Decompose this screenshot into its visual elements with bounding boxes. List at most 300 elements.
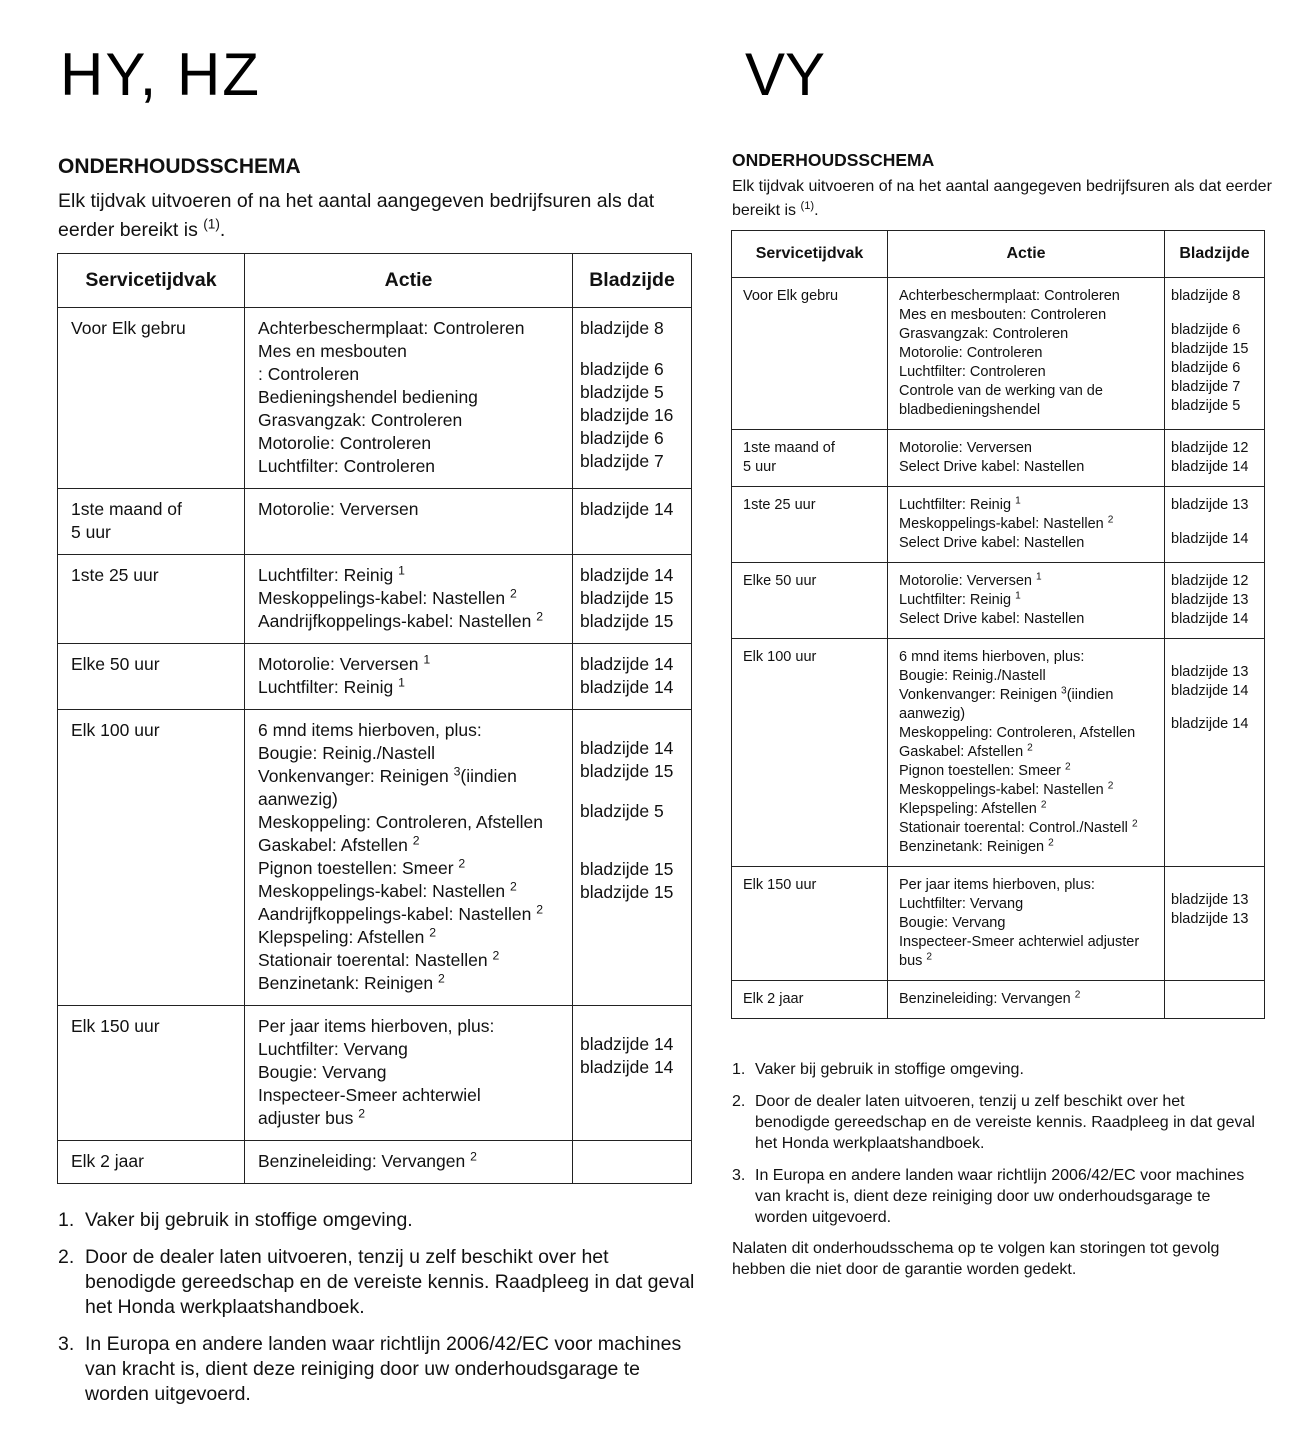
footnote-ref: 2 — [509, 879, 517, 894]
service-period: Elk 150 uur — [743, 877, 817, 893]
footnote-ref: 2 — [536, 902, 544, 917]
closing-note: Nalaten dit onderhoudsschema op te volgen kan storingen tot gevolg hebben die niet door de garantie worden gedekt. — [732, 1240, 1220, 1278]
action-line — [258, 317, 559, 340]
footnote-ref: 1 — [423, 652, 431, 667]
table-row — [58, 710, 692, 1006]
action-line — [899, 515, 1154, 534]
action-cell — [245, 644, 573, 710]
footnote-item — [732, 1165, 1262, 1228]
action-line — [899, 952, 1154, 971]
action-line — [899, 439, 1154, 458]
page-reference: bladzijde 16 — [580, 404, 674, 425]
action-line — [899, 895, 1154, 914]
action-line — [258, 834, 559, 857]
action-line — [258, 386, 559, 409]
table-row — [732, 430, 1265, 487]
page-cell — [573, 1141, 692, 1184]
service-period-cell — [58, 644, 245, 710]
action-text: adjuster bus — [258, 1108, 354, 1128]
action-text: aanwezig) — [899, 706, 966, 722]
footnote-text: In Europa en andere landen waar richtlijn 2006/42/EC voor machines van kracht is, dient deze reiniging door uw onderhoudsgarage te worden uitgevoerd. — [755, 1167, 1245, 1226]
action-text: Luchtfilter: Controleren — [258, 456, 436, 476]
intro-text — [732, 175, 1272, 223]
page-spacer — [1171, 701, 1254, 716]
action-line — [899, 705, 1154, 724]
action-line — [258, 653, 559, 676]
action-text: Gaskabel: Afstellen — [258, 835, 408, 855]
action-line — [899, 914, 1154, 933]
action-line — [258, 1107, 559, 1130]
action-line — [258, 903, 559, 926]
page-cell — [1165, 563, 1265, 639]
page-spacer — [1171, 515, 1254, 530]
footnote-text: Door de dealer laten uitvoeren, tenzij u zelf beschikt over het benodigde gereedschap en de vereiste kennis. Raadpleeg in dat geval het Honda werkplaatshandboek. — [755, 1093, 1255, 1152]
action-text: Vonkenvanger: Reinigen — [258, 766, 449, 786]
action-line — [899, 781, 1154, 800]
action-line — [899, 610, 1154, 629]
action-line — [258, 610, 559, 633]
model-heading: HY, HZ — [60, 41, 261, 108]
footnote-item — [58, 1208, 698, 1233]
page-reference: bladzijde 13 — [1171, 663, 1249, 680]
service-period: Elk 100 uur — [71, 720, 160, 740]
action-line — [899, 667, 1154, 686]
service-period-cell — [732, 563, 888, 639]
action-text: Meskoppelings-kabel: Nastellen — [258, 588, 506, 608]
page-reference: bladzijde 6 — [580, 358, 664, 379]
page-reference: bladzijde 14 — [580, 677, 674, 697]
service-period: Elk 2 jaar — [71, 1151, 144, 1171]
table-body — [58, 308, 692, 1184]
footnote-ref: 3 — [453, 764, 461, 779]
service-period-cell — [732, 639, 888, 867]
action-line — [258, 1061, 559, 1084]
action-text: Meskoppelings-kabel: Nastellen — [258, 881, 506, 901]
action-line — [258, 676, 559, 699]
action-line — [899, 534, 1154, 553]
page-cell — [573, 1006, 692, 1141]
action-text: Select Drive kabel: Nastellen — [899, 535, 1085, 551]
page-reference: bladzijde 12 — [1171, 440, 1249, 456]
page-cell — [1165, 278, 1265, 430]
page-reference: bladzijde 12 — [1171, 573, 1249, 589]
page-reference: bladzijde 14 — [580, 654, 674, 674]
page-reference: bladzijde 15 — [580, 882, 674, 902]
action-text: Luchtfilter: Vervang — [899, 896, 1024, 912]
footnote-ref: 2 — [1040, 799, 1047, 811]
action-line — [899, 458, 1154, 477]
service-period: 1ste 25 uur — [71, 565, 159, 585]
page-reference: bladzijde 14 — [1171, 682, 1249, 699]
page-spacer — [580, 340, 678, 358]
action-cell — [245, 1006, 573, 1141]
section-title: ONDERHOUDSSCHEMA — [58, 155, 301, 178]
page-reference: bladzijde 14 — [580, 565, 674, 585]
service-period-cell — [58, 710, 245, 1006]
action-line — [899, 743, 1154, 762]
service-period: Elk 150 uur — [71, 1016, 160, 1036]
service-period-cell — [732, 278, 888, 430]
page-spacer — [580, 1015, 678, 1033]
page-reference: bladzijde 5 — [1171, 397, 1241, 414]
footnote-text: In Europa en andere landen waar richtlijn 2006/42/EC voor machines van kracht is, dient deze reiniging door uw onderhoudsgarage te worden uitgevoerd. — [85, 1333, 682, 1405]
footnote-ref: 2 — [1107, 514, 1114, 526]
action-line — [899, 800, 1154, 819]
action-line — [258, 409, 559, 432]
page-cell — [573, 644, 692, 710]
action-line — [899, 990, 1154, 1009]
action-line — [258, 1015, 559, 1038]
page-reference: bladzijde 14 — [580, 499, 674, 519]
service-period-cell — [732, 867, 888, 981]
action-line — [899, 344, 1154, 363]
action-text: Bougie: Reinig./Nastell — [899, 668, 1046, 684]
action-line — [899, 591, 1154, 610]
action-cell — [888, 487, 1165, 563]
footnote-ref: 1 — [398, 563, 405, 578]
page-cell — [573, 555, 692, 644]
page-cell — [573, 489, 692, 555]
action-text: Klepspeling: Afstellen — [258, 927, 425, 947]
action-text: Stationair toerental: Nastellen — [258, 950, 488, 970]
footnote-ref: 2 — [1107, 780, 1114, 792]
page-spacer — [580, 783, 678, 801]
service-period: 5 uur — [71, 522, 111, 542]
service-period: 1ste maand of — [71, 499, 182, 519]
maintenance-table — [57, 253, 692, 1184]
action-text: Motorolie: Controleren — [899, 345, 1043, 361]
action-text: Benzineleiding: Vervangen — [258, 1151, 466, 1171]
footnotes — [58, 1208, 698, 1419]
footnote-ref: 2 — [458, 856, 466, 871]
action-line — [258, 926, 559, 949]
header-action: Actie — [245, 254, 573, 308]
footnote-item — [58, 1245, 698, 1320]
action-line — [258, 880, 559, 903]
action-text: Luchtfilter: Reinig — [258, 565, 394, 585]
table-row — [732, 867, 1265, 981]
action-text: Stationair toerental: Control./Nastell — [899, 820, 1128, 836]
intro-end: . — [219, 219, 226, 241]
footnote-ref: 2 — [1027, 742, 1033, 754]
action-text: Mes en mesbouten — [258, 341, 407, 361]
action-text: Achterbeschermplaat: Controleren — [258, 318, 525, 338]
action-line — [899, 496, 1154, 515]
page-reference: bladzijde 5 — [580, 381, 664, 402]
service-period: 1ste 25 uur — [743, 497, 816, 513]
action-line — [899, 838, 1154, 857]
header-page: Bladzijde — [573, 254, 692, 308]
action-cell — [245, 308, 573, 489]
action-text: Grasvangzak: Controleren — [258, 410, 463, 430]
page-reference: bladzijde 8 — [1171, 288, 1241, 304]
action-line — [899, 363, 1154, 382]
action-line — [258, 765, 559, 788]
action-cell — [888, 639, 1165, 867]
page-reference: bladzijde 7 — [1171, 378, 1241, 395]
footnote-ref: 2 — [926, 951, 933, 963]
page-reference: bladzijde 13 — [1171, 891, 1249, 908]
footnote-ref: 3 — [1061, 685, 1067, 697]
action-line — [258, 363, 559, 386]
action-text: Motorolie: Verversen — [899, 440, 1032, 456]
action-line — [258, 455, 559, 478]
intro-body: Elk tijdvak uitvoeren of na het aantal aangegeven bedrijfsuren als dat eerder bereikt is — [58, 190, 655, 241]
page-reference: bladzijde 14 — [1171, 611, 1249, 627]
action-line — [899, 819, 1154, 838]
footnote-text: Door de dealer laten uitvoeren, tenzij u zelf beschikt over het benodigde gereedschap en de vereiste kennis. Raadpleeg in dat geval het Honda werkplaatshandboek. — [85, 1246, 695, 1318]
header-period: Servicetijdvak — [58, 254, 245, 308]
action-text: Select Drive kabel: Nastellen — [899, 459, 1085, 475]
table-row — [732, 278, 1265, 430]
footnote-ref: 2 — [1048, 837, 1054, 849]
footnote-item — [732, 1059, 1262, 1080]
footnote-item — [732, 1091, 1262, 1154]
page-reference: bladzijde 15 — [580, 588, 674, 608]
footnote-item — [58, 1332, 698, 1407]
action-line — [899, 876, 1154, 895]
table-row — [58, 555, 692, 644]
action-line — [258, 719, 559, 742]
action-cell — [888, 278, 1165, 430]
action-cell — [888, 981, 1165, 1019]
action-line — [899, 325, 1154, 344]
footnote-ref: 2 — [1074, 989, 1081, 1001]
action-line — [258, 742, 559, 765]
table-row — [58, 1141, 692, 1184]
footnote-ref: 2 — [358, 1106, 366, 1121]
action-text: Vonkenvanger: Reinigen — [899, 687, 1058, 703]
footnote-number: 2. — [732, 1093, 746, 1110]
service-period: 1ste maand of — [743, 440, 835, 456]
table-row — [732, 563, 1265, 639]
footnote-ref: 2 — [470, 1149, 477, 1164]
service-period: Voor Elk gebru — [743, 288, 839, 304]
page-cell — [573, 308, 692, 489]
table-header-row — [732, 231, 1265, 278]
footnote-ref: 2 — [438, 971, 445, 986]
action-line — [258, 432, 559, 455]
action-line — [258, 1038, 559, 1061]
page-spacer — [580, 823, 678, 841]
footnote-number: 3. — [58, 1333, 75, 1355]
service-period-cell — [58, 1141, 245, 1184]
footnote-ref: 2 — [429, 925, 437, 940]
footnote-text: Vaker bij gebruik in stoffige omgeving. — [85, 1209, 413, 1231]
service-period-cell — [58, 555, 245, 644]
page-reference: bladzijde 14 — [580, 737, 674, 758]
table-row — [732, 639, 1265, 867]
action-text: Bougie: Reinig./Nastell — [258, 743, 436, 763]
action-text: Pignon toestellen: Smeer — [899, 763, 1062, 779]
page-reference: bladzijde 15 — [580, 760, 674, 781]
page-spacer — [1171, 648, 1254, 663]
action-text: Luchtfilter: Controleren — [899, 364, 1046, 380]
page-reference: bladzijde 7 — [580, 450, 664, 471]
service-period: 5 uur — [743, 459, 777, 475]
page-cell — [1165, 981, 1265, 1019]
service-period-cell — [732, 430, 888, 487]
footnote-number: 1. — [58, 1209, 75, 1231]
action-line — [258, 972, 559, 995]
action-text: Bedieningshendel bediening — [258, 387, 478, 407]
service-period-cell — [732, 487, 888, 563]
action-text: Meskoppelings-kabel: Nastellen — [899, 516, 1104, 532]
action-text: Aandrijfkoppelings-kabel: Nastellen — [258, 611, 532, 631]
action-text: bus — [899, 953, 923, 969]
action-cell — [245, 1141, 573, 1184]
action-text: Benzinetank: Reinigen — [258, 973, 434, 993]
action-text: Inspecteer-Smeer achterwiel — [258, 1085, 481, 1105]
page-reference: bladzijde 14 — [1171, 459, 1249, 475]
section-title: ONDERHOUDSSCHEMA — [732, 150, 935, 170]
action-text: Benzinetank: Reinigen — [899, 839, 1045, 855]
action-cell — [888, 430, 1165, 487]
footnote-number: 2. — [58, 1246, 75, 1268]
page-reference: bladzijde 14 — [1171, 716, 1249, 732]
action-text: Klepspeling: Afstellen — [899, 801, 1037, 817]
intro-note-ref: (1) — [800, 199, 815, 212]
intro-note-ref: (1) — [203, 216, 220, 232]
action-line — [258, 857, 559, 880]
page-reference: bladzijde 14 — [580, 1056, 674, 1077]
page-spacer — [1171, 306, 1254, 321]
footnote-ref: 2 — [1065, 761, 1071, 773]
action-text: Luchtfilter: Reinig — [899, 497, 1012, 513]
footnote-ref: 1 — [1015, 590, 1021, 602]
action-line — [899, 572, 1154, 591]
page-reference: bladzijde 14 — [580, 1033, 674, 1054]
action-cell — [888, 563, 1165, 639]
footnote-ref: 1 — [1036, 571, 1042, 583]
page-cell — [573, 710, 692, 1006]
action-line — [258, 1084, 559, 1107]
model-heading: VY — [745, 41, 826, 108]
action-text: Luchtfilter: Reinig — [899, 592, 1012, 608]
service-period-cell — [58, 1006, 245, 1141]
action-text-suffix: (iindien — [460, 766, 517, 786]
page-reference: bladzijde 13 — [1171, 497, 1249, 513]
page-reference: bladzijde 15 — [1171, 340, 1249, 357]
action-line — [258, 498, 559, 521]
service-period: Voor Elk gebru — [71, 318, 186, 338]
service-period: Elk 100 uur — [743, 649, 817, 665]
footnote-ref: 1 — [1015, 495, 1021, 507]
action-text: 6 mnd items hierboven, plus: — [258, 720, 482, 740]
service-period: Elk 2 jaar — [743, 991, 804, 1007]
page-cell — [1165, 639, 1265, 867]
footnote-ref: 1 — [398, 675, 405, 690]
action-text: Meskoppeling: Controleren, Afstellen — [258, 812, 544, 832]
action-text: Controle van de werking van de — [899, 383, 1103, 399]
footnote-ref: 2 — [509, 586, 517, 601]
service-period-cell — [58, 308, 245, 489]
action-text: Gaskabel: Afstellen — [899, 744, 1024, 760]
action-line — [258, 340, 559, 363]
footnote-ref: 2 — [536, 609, 544, 624]
table-header-row — [58, 254, 692, 308]
service-period: Elke 50 uur — [71, 654, 160, 674]
intro-end: . — [814, 202, 819, 219]
action-text: Motorolie: Verversen — [258, 499, 419, 519]
action-line — [899, 306, 1154, 325]
action-line — [258, 1150, 559, 1173]
action-text: Achterbeschermplaat: Controleren — [899, 288, 1120, 304]
intro-body: Elk tijdvak uitvoeren of na het aantal aangegeven bedrijfsuren als dat eerder bereikt is — [732, 178, 1272, 219]
page-reference: bladzijde 6 — [580, 427, 664, 448]
action-text: Meskoppelings-kabel: Nastellen — [899, 782, 1104, 798]
intro-text — [58, 187, 698, 245]
table-row — [58, 1006, 692, 1141]
page-spacer — [1171, 876, 1254, 891]
page-cell — [1165, 430, 1265, 487]
action-line — [899, 287, 1154, 306]
header-page: Bladzijde — [1165, 231, 1265, 278]
footnote-ref: 2 — [412, 833, 420, 848]
service-period-cell — [732, 981, 888, 1019]
action-text: Benzineleiding: Vervangen — [899, 991, 1071, 1007]
page-reference: bladzijde 8 — [580, 318, 664, 338]
service-period: Elke 50 uur — [743, 573, 817, 589]
page-reference: bladzijde 6 — [1171, 359, 1241, 376]
maintenance-table — [731, 230, 1265, 1019]
action-line — [258, 564, 559, 587]
action-text: Motorolie: Controleren — [258, 433, 432, 453]
footnote-number: 3. — [732, 1167, 746, 1184]
footnote-text: Vaker bij gebruik in stoffige omgeving. — [755, 1061, 1024, 1078]
action-line — [899, 933, 1154, 952]
page-reference: bladzijde 15 — [580, 859, 674, 879]
action-line — [899, 686, 1154, 705]
action-line — [899, 648, 1154, 667]
action-text: Mes en mesbouten: Controleren — [899, 307, 1107, 323]
action-text: : Controleren — [258, 364, 360, 384]
service-period-cell — [58, 489, 245, 555]
footnotes — [732, 1059, 1262, 1239]
page-reference: bladzijde 13 — [1171, 592, 1249, 608]
table-row — [732, 981, 1265, 1019]
table-row — [58, 308, 692, 489]
action-cell — [245, 710, 573, 1006]
page-reference: bladzijde 14 — [1171, 530, 1249, 547]
header-action: Actie — [888, 231, 1165, 278]
action-line — [899, 724, 1154, 743]
header-period: Servicetijdvak — [732, 231, 888, 278]
footnote-ref: 2 — [492, 948, 500, 963]
action-line — [258, 949, 559, 972]
action-text: aanwezig) — [258, 789, 338, 809]
page-reference: bladzijde 15 — [580, 611, 674, 631]
table-row — [58, 489, 692, 555]
footnote-number: 1. — [732, 1061, 746, 1078]
table-row — [58, 644, 692, 710]
action-text: Luchtfilter: Vervang — [258, 1039, 408, 1059]
action-line — [258, 811, 559, 834]
action-cell — [888, 867, 1165, 981]
footnote-ref: 2 — [1131, 818, 1138, 830]
page-reference: bladzijde 13 — [1171, 910, 1249, 927]
action-text: Meskoppeling: Controleren, Afstellen — [899, 725, 1136, 741]
action-text-suffix: (iindien — [1066, 687, 1114, 703]
action-text: Aandrijfkoppelings-kabel: Nastellen — [258, 904, 532, 924]
action-line — [899, 401, 1154, 420]
action-line — [899, 762, 1154, 781]
action-cell — [245, 489, 573, 555]
action-text: Inspecteer-Smeer achterwiel adjuster — [899, 934, 1140, 950]
action-text: Motorolie: Verversen — [258, 654, 419, 674]
action-text: 6 mnd items hierboven, plus: — [899, 649, 1085, 665]
page-cell — [1165, 487, 1265, 563]
